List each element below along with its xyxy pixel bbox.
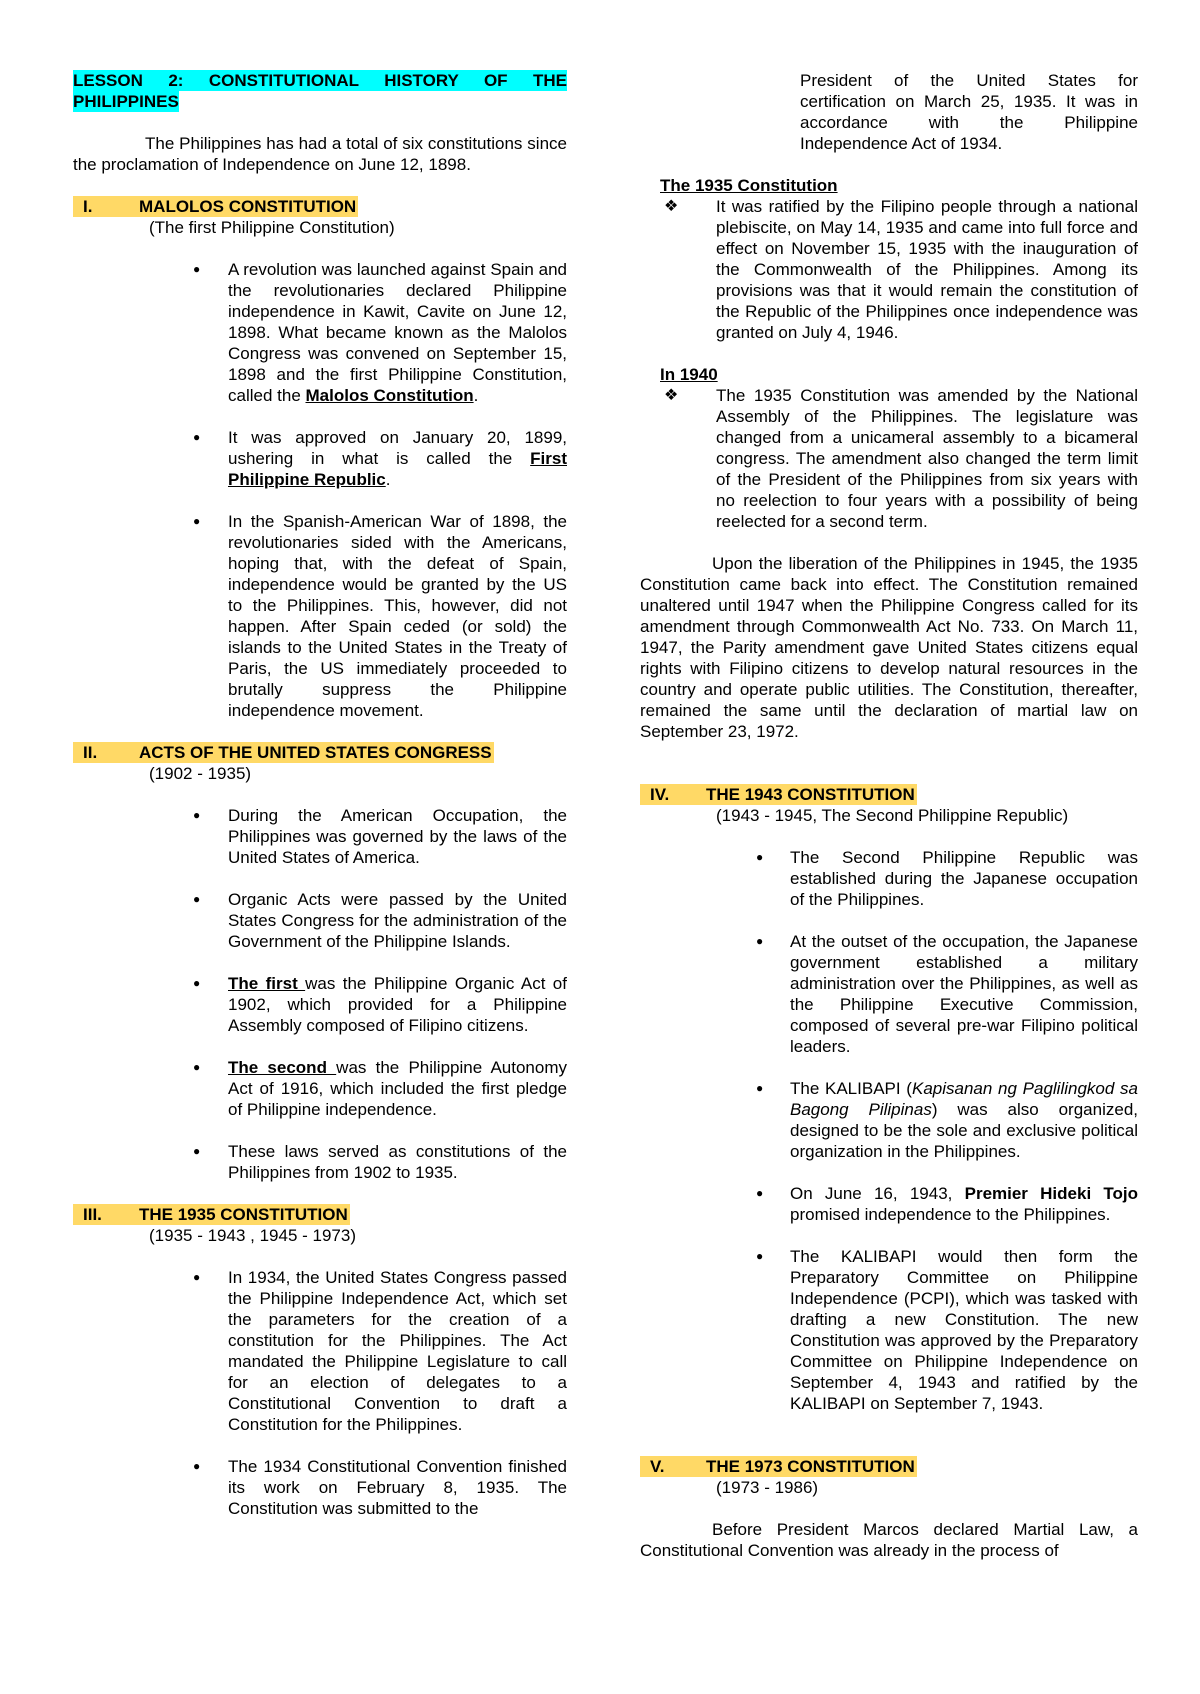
bullet-list xyxy=(73,1267,567,1519)
intro-paragraph: The Philippines has had a total of six constitutions since the proclamation of Independence on June 12, 1898. xyxy=(73,134,567,174)
section-heading-1973: V. THE 1973 CONSTITUTION xyxy=(640,1456,1138,1477)
diamond-list xyxy=(640,385,1138,532)
list-item: ❖ The 1935 Constitution was amended by the National Assembly of the Philippines. The legislature was changed from a unicameral assembly to a bicameral congress. The amendment also changed the term limit of the President of the Philippines from six years with no reelection to four years with a possibility of being reelected for a second term. xyxy=(640,385,1138,532)
martial-law-paragraph: Before President Marcos declared Martial Law, a Constitutional Convention was already in the process of xyxy=(640,1520,1138,1560)
section-subtitle: (1935 - 1943 , 1945 - 1973) xyxy=(149,1226,356,1245)
lesson-title: LESSON 2: CONSTITUTIONAL HISTORY OF THE PHILIPPINES xyxy=(73,71,567,111)
section-heading-malolos: I. MALOLOS CONSTITUTION xyxy=(73,196,567,217)
list-item: ● In 1934, the United States Congress passed the Philippine Independence Act, which set the parameters for the creation of a constitution for the Philippines. The Act mandated the Philippine Legislature to call for an election of delegates to a Constitutional Convention to draft a Constitution for the Philippines. xyxy=(73,1267,567,1435)
list-item: ● The second was the Philippine Autonomy Act of 1916, which included the first pledge of Philippine independence. xyxy=(73,1057,567,1120)
bullet-list xyxy=(73,259,567,721)
bullet-list xyxy=(73,805,567,1183)
subheading-1940: In 1940 xyxy=(660,365,718,384)
list-item: ● The first was the Philippine Organic Act of 1902, which provided for a Philippine Assembly composed of Filipino citizens. xyxy=(73,973,567,1036)
list-item: ❖ It was ratified by the Filipino people through a national plebiscite, on May 14, 1935 and came into full force and effect on November 15, 1935 with the inauguration of the Commonwealth of the Philippines. Among its provisions was that it would remain the constitution of the Republic of the Philippines once independence was granted on July 4, 1946. xyxy=(640,196,1138,343)
list-item: ● The KALIBAPI (Kapisanan ng Paglilingkod sa Bagong Pilipinas) was also organized, designed to be the sole and exclusive political organization in the Philippines. xyxy=(640,1078,1138,1162)
continued-paragraph: President of the United States for certification on March 25, 1935. It was in accordance with the Philippine Independence Act of 1934. xyxy=(800,71,1138,153)
list-item: ● A revolution was launched against Spain and the revolutionaries declared Philippine independence in Kawit, Cavite on June 12, 1898. What became known as the Malolos Congress was convened on September 15, 1898 and the first Philippine Constitution, called the Malolos Constitution. xyxy=(73,259,567,406)
list-item: ● These laws served as constitutions of the Philippines from 1902 to 1935. xyxy=(73,1141,567,1183)
list-item: ● During the American Occupation, the Philippines was governed by the laws of the United States of America. xyxy=(73,805,567,868)
list-item: ● On June 16, 1943, Premier Hideki Tojo promised independence to the Philippines. xyxy=(640,1183,1138,1225)
section-subtitle: (1943 - 1945, The Second Philippine Republic) xyxy=(716,806,1069,825)
list-item: ● In the Spanish-American War of 1898, the revolutionaries sided with the Americans, hoping that, with the defeat of Spain, independence would be granted by the US to the Philippines. This, however, did not happen. After Spain ceded (or sold) the islands to the United States in the Treaty of Paris, the US immediately proceeded to brutally suppress the Philippine independence movement. xyxy=(73,511,567,721)
list-item: ● The KALIBAPI would then form the Preparatory Committee on Philippine Independence (PCPI), which was tasked with drafting a new Constitution. The new Constitution was approved by the Preparatory Committee on Philippine Independence on September 4, 1943 and ratified by the KALIBAPI on September 7, 1943. xyxy=(640,1246,1138,1414)
list-item: ● The 1934 Constitutional Convention finished its work on February 8, 1935. The Constitution was submitted to the xyxy=(73,1456,567,1519)
list-item: ● The Second Philippine Republic was established during the Japanese occupation of the Philippines. xyxy=(640,847,1138,910)
section-subtitle: (The first Philippine Constitution) xyxy=(149,218,395,237)
liberation-paragraph: Upon the liberation of the Philippines in 1945, the 1935 Constitution came back into effect. The Constitution remained unaltered until 1947 when the Philippine Congress called for its amendment through Commonwealth Act No. 733. On March 11, 1947, the Parity amendment gave United States citizens equal rights with Filipino citizens to develop natural resources in the country and operate public utilities. The Constitution, thereafter, remained the same until the declaration of martial law on September 23, 1972. xyxy=(640,554,1138,741)
section-heading-acts: II. ACTS OF THE UNITED STATES CONGRESS xyxy=(73,742,567,763)
list-item: ● At the outset of the occupation, the Japanese government established a military administration over the Philippines, as well as the Philippine Executive Commission, composed of several pre-war Filipino political leaders. xyxy=(640,931,1138,1057)
section-heading-1935: III. THE 1935 CONSTITUTION xyxy=(73,1204,567,1225)
section-subtitle: (1902 - 1935) xyxy=(149,764,252,783)
left-column xyxy=(73,70,567,1519)
diamond-list xyxy=(640,196,1138,343)
subheading-1935-constitution: The 1935 Constitution xyxy=(660,176,838,195)
section-heading-1943: IV. THE 1943 CONSTITUTION xyxy=(640,784,1138,805)
bullet-list xyxy=(640,847,1138,1414)
list-item: ● Organic Acts were passed by the United States Congress for the administration of the Government of the Philippine Islands. xyxy=(73,889,567,952)
list-item: ● It was approved on January 20, 1899, ushering in what is called the First Philippine Republic. xyxy=(73,427,567,490)
section-subtitle: (1973 - 1986) xyxy=(716,1478,819,1497)
right-column xyxy=(640,70,1138,1561)
